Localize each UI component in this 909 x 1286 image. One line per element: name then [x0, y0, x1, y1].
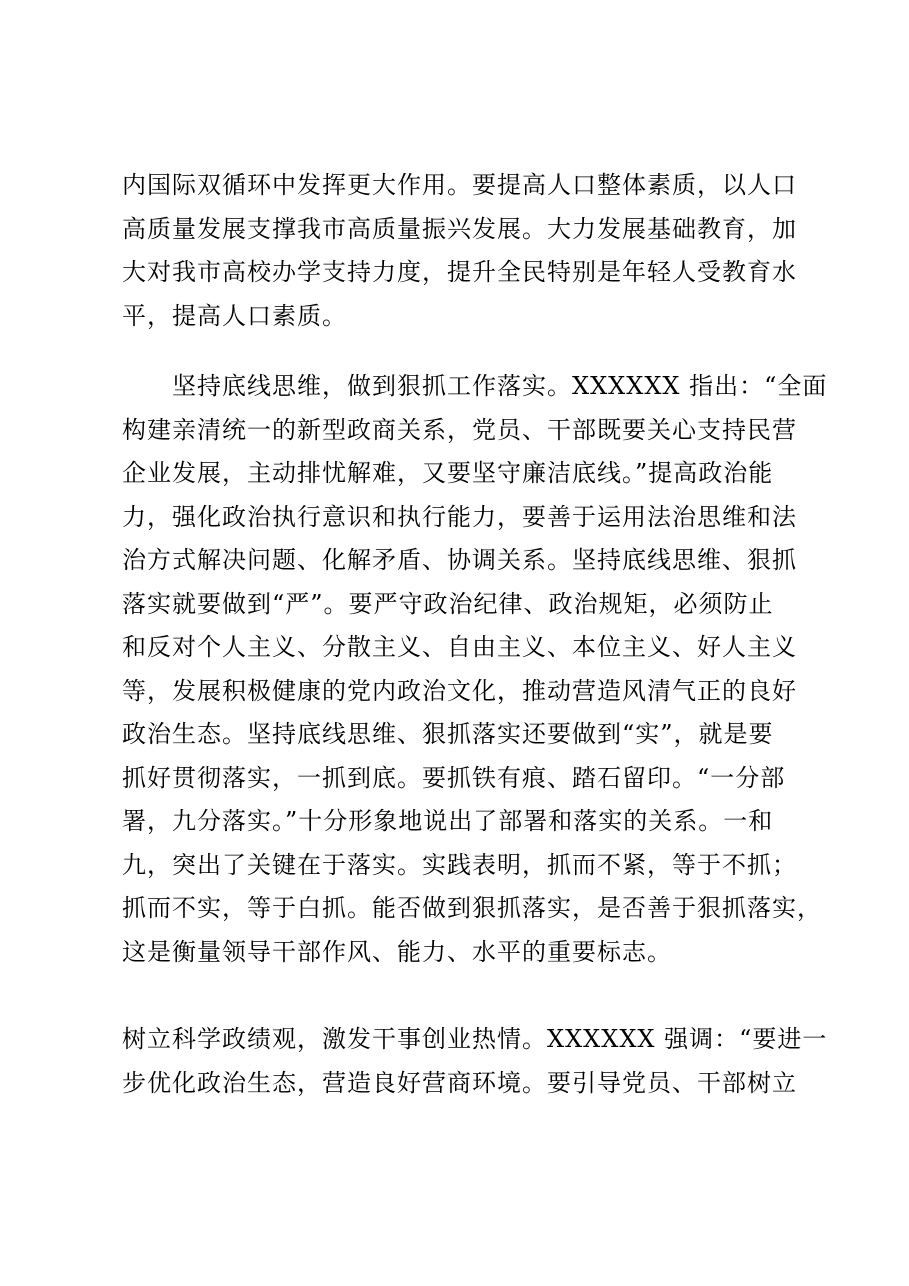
- text-line: 署，九分落实。”十分形象地说出了部署和落实的关系。一和: [122, 807, 774, 835]
- text-line: 抓而不实，等于白抓。能否做到狠抓落实，是否善于狠抓落实，: [122, 894, 822, 922]
- text-line: 高质量发展支撑我市高质量振兴发展。大力发展基础教育，加: [122, 214, 797, 243]
- text-line: 这是衡量领导干部作风、能力、水平的重要标志。: [122, 937, 672, 966]
- paragraph-2: [122, 365, 828, 974]
- text-line: 步优化政治生态，营造良好营商环境。要引导党员、干部树立: [122, 1068, 797, 1097]
- text-line: 坚持底线思维，做到狠抓工作落实。XXXXXX 指出：“全面: [122, 372, 828, 400]
- text-line: 九，突出了关键在于落实。实践表明，抓而不紧，等于不抓；: [122, 850, 797, 879]
- text-line: 治方式解决问题、化解矛盾、协调关系。坚持底线思维、狠抓: [122, 546, 797, 574]
- text-line: 内国际双循环中发挥更大作用。要提高人口整体素质，以人口: [122, 171, 797, 199]
- text-line: 抓好贯彻落实，一抓到底。要抓铁有痕、踏石留印。“一分部: [122, 763, 786, 792]
- text-line: 等，发展积极健康的党内政治文化，推动营造风清气正的良好: [122, 676, 797, 705]
- text-line: 落实就要做到“严”。要严守政治纪律、政治规矩，必须防止: [122, 589, 774, 618]
- text-line: 企业发展，主动排忧解难，又要坚守廉洁底线。”提高政治能: [122, 459, 774, 487]
- text-line: 力，强化政治执行意识和执行能力，要善于运用法治思维和法: [122, 502, 797, 531]
- text-line: 政治生态。坚持底线思维、狠抓落实还要做到“实”，就是要: [122, 720, 774, 748]
- paragraph-3: [122, 1018, 828, 1105]
- text-line: 构建亲清统一的新型政商关系，党员、干部既要关心支持民营: [122, 415, 797, 444]
- text-line: 大对我市高校办学支持力度，提升全民特别是年轻人受教育水: [122, 258, 797, 286]
- text-line: 平，提高人口素质。: [122, 301, 347, 330]
- text-line: 树立科学政绩观，激发干事创业热情。XXXXXX 强调：“要进一: [122, 1025, 828, 1053]
- paragraph-1: [122, 164, 802, 338]
- text-line: 和反对个人主义、分散主义、自由主义、本位主义、好人主义: [122, 633, 797, 661]
